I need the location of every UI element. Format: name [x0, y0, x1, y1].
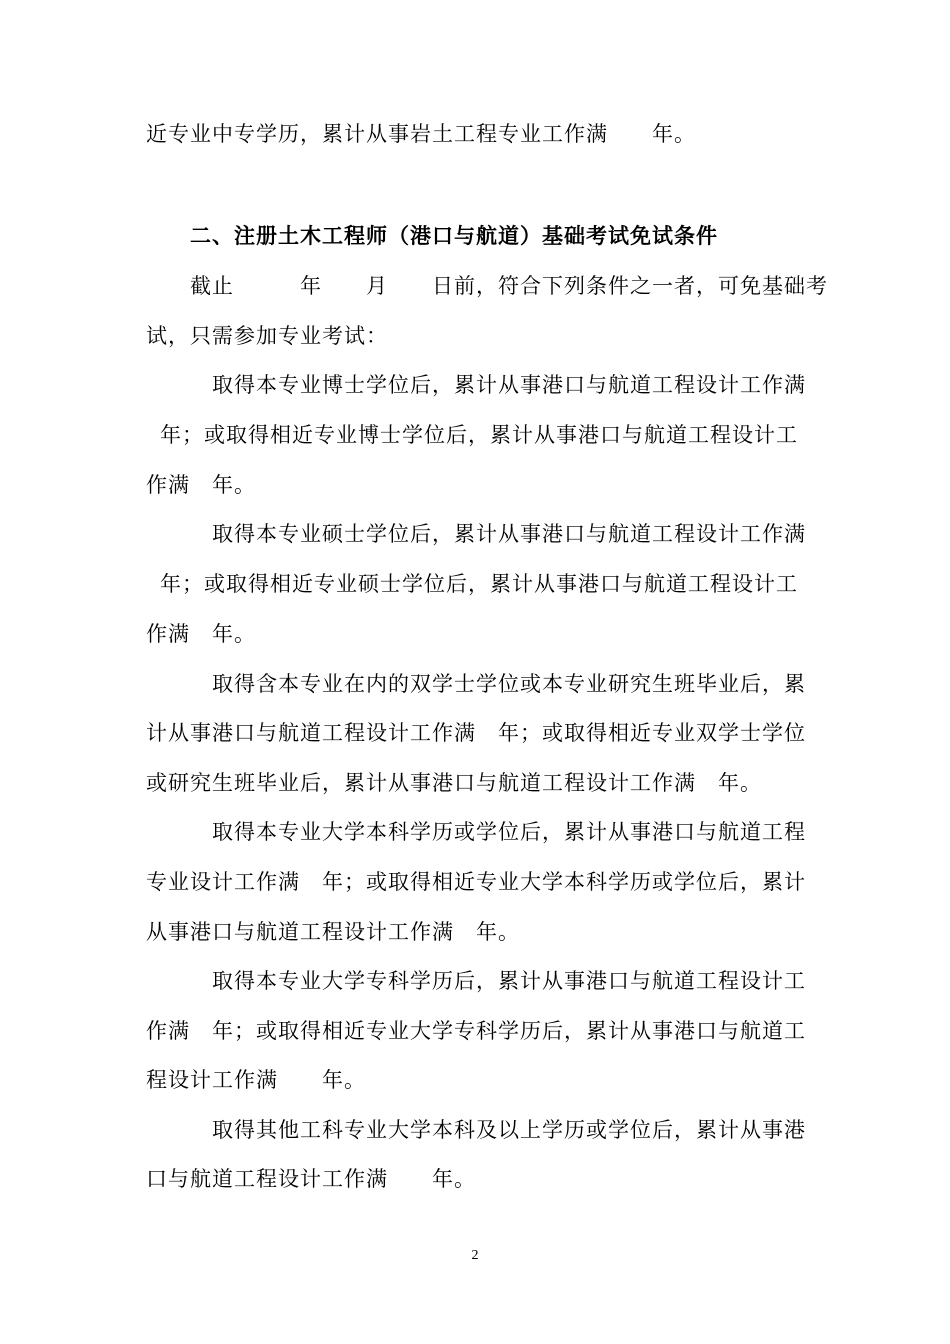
- condition-3-line-3: 或研究生班毕业后，累计从事港口与航道工程设计工作满 年。: [146, 771, 762, 795]
- condition-4-line-1: 取得本专业大学本科学历或学位后，累计从事港口与航道工程: [212, 820, 806, 844]
- condition-4-line-2: 专业设计工作满 年；或取得相近专业大学本科学历或学位后，累计: [146, 870, 806, 894]
- condition-1-line-3: 作满 年。: [146, 473, 256, 497]
- condition-2-line-2: 年；或取得相近专业硕士学位后，累计从事港口与航道工程设计工: [160, 572, 798, 596]
- condition-3-line-1: 取得含本专业在内的双学士学位或本专业研究生班毕业后，累: [212, 672, 806, 696]
- intro-line-1: 截止 年 月 日前，符合下列条件之一者，可免基础考: [190, 274, 828, 298]
- condition-5-line-2: 作满 年；或取得相近专业大学专科学历后，累计从事港口与航道工: [146, 1019, 806, 1043]
- condition-3-line-2: 计从事港口与航道工程设计工作满 年；或取得相近专业双学士学位: [146, 721, 806, 745]
- condition-5-line-1: 取得本专业大学专科学历后，累计从事港口与航道工程设计工: [212, 969, 806, 993]
- condition-1-line-1: 取得本专业博士学位后，累计从事港口与航道工程设计工作满: [212, 373, 806, 397]
- condition-2-line-1: 取得本专业硕士学位后，累计从事港口与航道工程设计工作满: [212, 522, 806, 546]
- condition-6-line-1: 取得其他工科专业大学本科及以上学历或学位后，累计从事港: [212, 1118, 806, 1142]
- intro-line-2: 试，只需参加专业考试：: [146, 324, 388, 348]
- condition-6-line-2: 口与航道工程设计工作满 年。: [146, 1167, 476, 1191]
- carryover-line: 近专业中专学历，累计从事岩土工程专业工作满 年。: [146, 122, 696, 146]
- section-heading: 二、注册土木工程师（港口与航道）基础考试免试条件: [190, 224, 718, 248]
- condition-4-line-3: 从事港口与航道工程设计工作满 年。: [146, 920, 520, 944]
- condition-1-line-2: 年；或取得相近专业博士学位后，累计从事港口与航道工程设计工: [160, 423, 798, 447]
- condition-5-line-3: 程设计工作满 年。: [146, 1068, 366, 1092]
- page-number: 2: [471, 1248, 479, 1263]
- condition-2-line-3: 作满 年。: [146, 622, 256, 646]
